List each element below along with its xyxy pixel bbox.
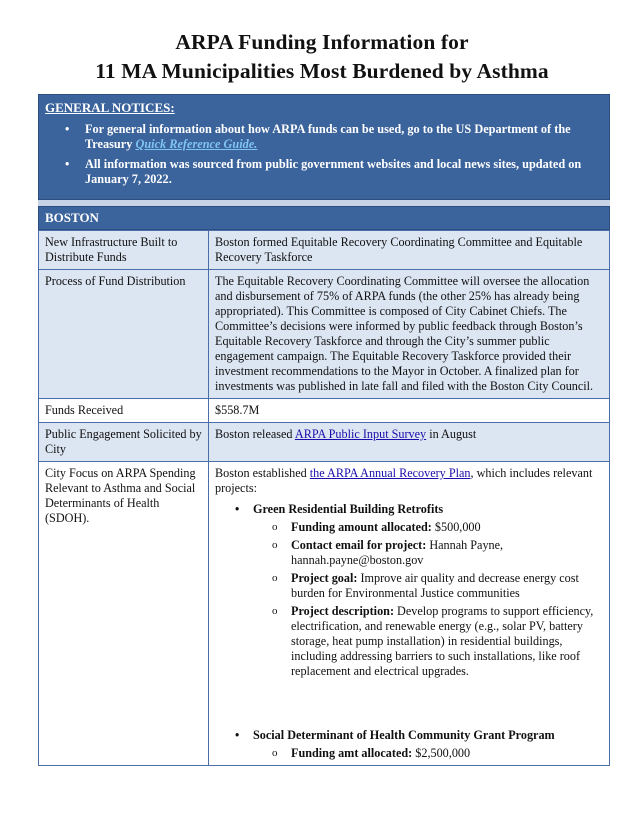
project-details — [253, 520, 603, 679]
arpa-public-input-survey-link[interactable]: ARPA Public Input Survey — [294, 427, 427, 441]
row-label: Process of Fund Distribution — [39, 270, 209, 399]
city-header — [38, 206, 610, 230]
engagement-prefix: Boston released — [215, 427, 295, 441]
bullet-icon: • — [235, 502, 240, 516]
notices-list — [39, 122, 607, 192]
bullet-icon: • — [235, 728, 240, 742]
focus-intro-suffix: , which includes relevant projects: — [215, 466, 593, 495]
row-label: Public Engagement Solicited by City — [39, 423, 209, 462]
table-row — [39, 270, 610, 399]
detail-value: Improve air quality and decrease energy cost burden for Environmental Justice communities — [291, 571, 579, 600]
table-row — [39, 231, 610, 270]
city-info-table — [38, 230, 610, 766]
city-name: BOSTON — [45, 210, 99, 225]
project-name: Social Determinant of Health Community Grant Program — [253, 728, 555, 742]
circle-bullet-icon: o — [272, 572, 278, 584]
project-list — [215, 502, 603, 761]
row-value — [209, 423, 610, 462]
row-label: Funds Received — [39, 399, 209, 423]
detail-value: Hannah Payne, hannah.payne@boston.gov — [291, 538, 504, 567]
title-line-1: ARPA Funding Information for — [175, 30, 469, 54]
row-value: $558.7M — [209, 399, 610, 423]
row-value — [209, 462, 610, 766]
table-row — [39, 423, 610, 462]
row-value: The Equitable Recovery Coordinating Committee will oversee the allocation and disbursement of 75% of ARPA funds (the other 25% has already being appropriated). This Committee is composed of City Cabinet Chiefs. The Committee’s decisions were informed by public feedback through Boston’s Equitable Recovery Taskforce and through the City’s summer public engagement campaign. The Equitable Recovery Taskforce provided their investment recommendations to the Mayor in October. A finalized plan for investments was published in late fall and filed with the Boston City Council. — [209, 270, 610, 399]
title-line-2: 11 MA Municipalities Most Burdened by Asthma — [95, 59, 549, 83]
project-details — [253, 746, 603, 761]
project-item — [215, 728, 603, 761]
table-row — [39, 399, 610, 423]
circle-bullet-icon: o — [272, 539, 278, 551]
engagement-suffix: in August — [426, 427, 477, 441]
notice-text: For general information about how ARPA funds can be used, go to the US Department of the Treasury — [85, 122, 571, 151]
notice-text: All information was sourced from public government websites and local news sites, updated on January 7, 2022. — [85, 157, 582, 186]
detail-value: $2,500,000 — [412, 746, 471, 760]
spacer — [253, 682, 603, 728]
table-row — [39, 462, 610, 766]
detail-item — [253, 571, 603, 601]
detail-value: $500,000 — [431, 520, 481, 534]
page-title — [0, 28, 644, 86]
notice-item — [39, 122, 607, 152]
detail-item — [253, 538, 603, 568]
circle-bullet-icon: o — [272, 521, 278, 533]
focus-intro-prefix: Boston established — [215, 466, 310, 480]
project-item — [215, 502, 603, 728]
detail-label: Funding amount allocated: — [291, 520, 432, 534]
row-label: City Focus on ARPA Spending Relevant to Asthma and Social Determinants of Health (SDOH). — [39, 462, 209, 766]
detail-label: Contact email for project: — [291, 538, 427, 552]
row-value: Boston formed Equitable Recovery Coordinating Committee and Equitable Recovery Taskforce — [209, 231, 610, 270]
focus-intro — [215, 466, 603, 496]
detail-item — [253, 520, 603, 535]
row-label: New Infrastructure Built to Distribute Funds — [39, 231, 209, 270]
detail-label: Funding amt allocated: — [291, 746, 413, 760]
arpa-annual-recovery-plan-link[interactable]: the ARPA Annual Recovery Plan — [309, 466, 471, 480]
notices-heading: GENERAL NOTICES: — [45, 100, 175, 115]
detail-label: Project goal: — [291, 571, 358, 585]
general-notices-box — [38, 94, 610, 200]
circle-bullet-icon: o — [272, 747, 278, 759]
bullet-icon: • — [65, 157, 70, 171]
detail-item — [253, 746, 603, 761]
project-name: Green Residential Building Retrofits — [253, 502, 444, 516]
notice-item — [39, 157, 607, 187]
detail-label: Project description: — [291, 604, 394, 618]
detail-item — [253, 604, 603, 679]
quick-reference-guide-link[interactable]: Quick Reference Guide. — [135, 137, 258, 151]
circle-bullet-icon: o — [272, 605, 278, 617]
bullet-icon: • — [65, 122, 70, 136]
detail-value: Develop programs to support efficiency, electrification, and renewable energy (e.g., solar PV, battery storage, heat pump installation) in residential buildings, including addressing barriers to such installations, like roof replacement and electrical upgrades. — [291, 604, 594, 678]
